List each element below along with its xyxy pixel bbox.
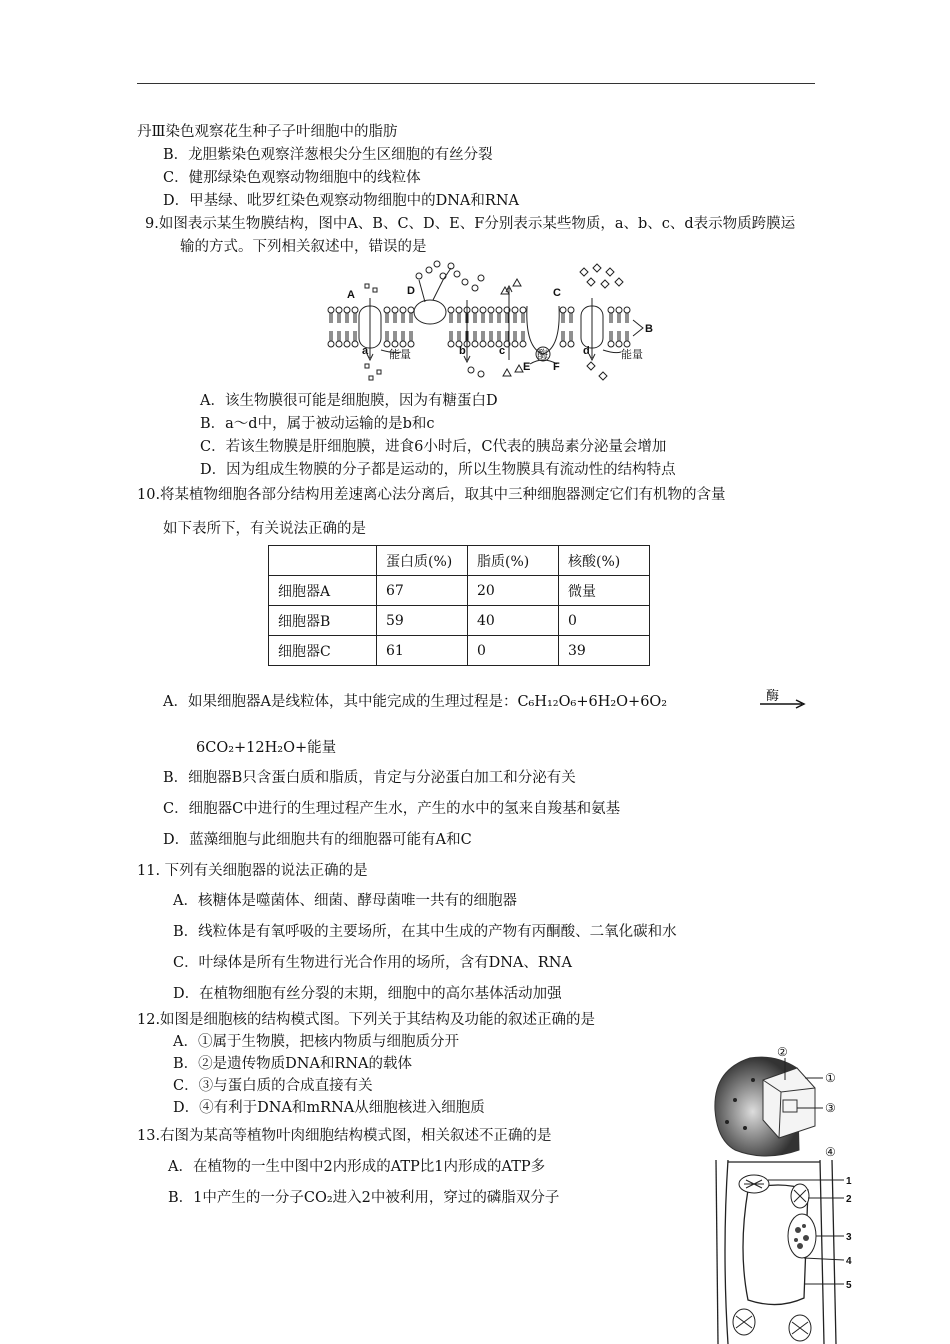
lipid-tail	[346, 331, 348, 341]
lipid-tail	[338, 331, 340, 341]
membrane-figure	[325, 258, 660, 386]
lipid-tail	[338, 313, 340, 323]
table-cell	[269, 546, 377, 576]
lipid-head	[624, 307, 630, 313]
lipid-head	[328, 341, 334, 347]
table-cell: 细胞器B	[269, 606, 377, 636]
lipid-head	[560, 341, 566, 347]
lipid-head	[448, 307, 454, 313]
q8-option-c: C．健那绿染色观察动物细胞中的线粒体	[163, 170, 421, 186]
table-row	[269, 576, 650, 606]
q9-option-d: D．因为组成生物膜的分子都是运动的，所以生物膜具有流动性的结构特点	[200, 462, 676, 478]
label-E: E	[523, 361, 531, 373]
label-energy-2: 能量	[621, 348, 643, 361]
table-cell: 59	[377, 606, 468, 636]
table-cell: 细胞器A	[269, 576, 377, 606]
q10-stem-2: 如下表所下，有关说法正确的是	[163, 521, 366, 537]
label-energy-1: 能量	[389, 348, 411, 361]
lipid-head	[328, 307, 334, 313]
label-2: ②	[777, 1045, 788, 1059]
lipid-tail	[562, 331, 564, 341]
lipid-tail	[458, 313, 460, 323]
q11-option-d: D．在植物细胞有丝分裂的末期，细胞中的高尔基体活动加强	[173, 986, 562, 1002]
q9-option-b: B．a～d中，属于被动运输的是b和c	[200, 416, 435, 432]
lipid-head	[336, 341, 342, 347]
lipid-tail	[410, 313, 412, 323]
lipid-head	[608, 341, 614, 347]
lipid-head	[520, 341, 526, 347]
lipid-head	[520, 307, 526, 313]
q11-option-a: A．核糖体是噬菌体、细菌、酵母菌唯一共有的细胞器	[173, 893, 517, 909]
table-cell: 61	[377, 636, 468, 666]
q12-option-c: C．③与蛋白质的合成直接有关	[173, 1078, 373, 1094]
lipid-tail	[498, 331, 500, 341]
label-B: B	[645, 323, 653, 335]
q12-option-d: D．④有利于DNA和mRNA从细胞核进入细胞质	[173, 1100, 485, 1116]
lipid-tail	[490, 331, 492, 341]
lipid-tail	[610, 313, 612, 323]
lipid-head	[408, 307, 414, 313]
table-cell: 核酸(%)	[559, 546, 650, 576]
header-rule	[137, 83, 815, 84]
lipid-head	[560, 307, 566, 313]
lipid-tail	[498, 313, 500, 323]
label-F: F	[553, 361, 560, 373]
lipid-head	[568, 307, 574, 313]
q12-option-b: B．②是遗传物质DNA和RNA的载体	[173, 1056, 413, 1072]
q9-option-c: C．若该生物膜是肝细胞膜，进食6小时后，C代表的胰岛素分泌量会增加	[200, 439, 667, 455]
lipid-tail	[626, 331, 628, 341]
glycoprotein-d	[414, 300, 446, 324]
lipid-head	[456, 307, 462, 313]
lipid-tail	[474, 313, 476, 323]
lipid-head	[448, 341, 454, 347]
lipid-head	[512, 341, 518, 347]
lipid-head	[344, 341, 350, 347]
label-D: D	[407, 285, 415, 297]
lipid-head	[480, 341, 486, 347]
sugar-chain	[419, 268, 451, 302]
q10-option-d: D．蓝藻细胞与此细胞共有的细胞器可能有A和C	[163, 832, 472, 848]
lipid-tail	[626, 313, 628, 323]
label-2: 2	[846, 1194, 852, 1205]
q9-option-a: A．该生物膜很可能是细胞膜，因为有糖蛋白D	[200, 393, 498, 409]
organelle-table	[268, 545, 650, 666]
lipid-tail	[562, 313, 564, 323]
label-4: ④	[825, 1145, 836, 1158]
lipid-tail	[354, 313, 356, 323]
lipid-head	[496, 307, 502, 313]
q13-option-a: A．在植物的一生中图中2内形成的ATP比1内形成的ATP多	[168, 1159, 546, 1175]
q10-option-c: C．细胞器C中进行的生理过程产生水，产生的水中的氢来自羧基和氨基	[163, 801, 621, 817]
lipid-head	[616, 307, 622, 313]
label-c: c	[499, 345, 506, 357]
table-cell: 细胞器C	[269, 636, 377, 666]
table-cell: 20	[468, 576, 559, 606]
lipid-tail	[514, 331, 516, 341]
lipid-tail	[506, 313, 508, 323]
table-cell: 微量	[559, 576, 650, 606]
q9-stem-1: 9.如图表示某生物膜结构，图中A、B、C、D、E、F分别表示某些物质，a、b、c、d表示物质跨膜运	[145, 216, 796, 232]
label-3: ③	[825, 1101, 836, 1115]
lipid-tail	[610, 331, 612, 341]
lipid-head	[512, 307, 518, 313]
lipid-head	[336, 307, 342, 313]
small-circles	[462, 275, 484, 377]
lipid-tail	[570, 331, 572, 341]
lipid-tail	[402, 313, 404, 323]
table-header-row	[269, 546, 650, 576]
label-A: A	[347, 289, 355, 301]
q12-stem: 12.如图是细胞核的结构模式图。下列关于其结构及功能的叙述正确的是	[137, 1012, 596, 1028]
lipid-head	[384, 307, 390, 313]
q8-option-d: D．甲基绿、吡罗红染色观察动物细胞中的DNA和RNA	[163, 193, 519, 209]
leaf-cell-figure	[708, 1160, 858, 1344]
label-d: d	[583, 345, 590, 357]
lipid-head	[400, 307, 406, 313]
diamonds	[580, 264, 623, 380]
lipid-tail	[514, 313, 516, 323]
label-5: 5	[846, 1280, 852, 1291]
enzyme-label: 酶	[766, 689, 780, 704]
table-cell: 40	[468, 606, 559, 636]
lipid-tail	[330, 331, 332, 341]
lipid-tail	[618, 313, 620, 323]
lipid-head	[408, 341, 414, 347]
lipid-tail	[450, 313, 452, 323]
q10-option-b: B．细胞器B只含蛋白质和脂质，肯定与分泌蛋白加工和分泌有关	[163, 770, 576, 786]
lipid-head	[392, 341, 398, 347]
lipid-tail	[474, 331, 476, 341]
lipid-head	[480, 307, 486, 313]
lipid-tail	[402, 331, 404, 341]
lipid-tail	[410, 331, 412, 341]
table-cell: 67	[377, 576, 468, 606]
label-3: 3	[846, 1232, 852, 1243]
triangles	[501, 279, 523, 376]
label-C: C	[553, 287, 561, 299]
lipid-tail	[450, 331, 452, 341]
table-row	[269, 606, 650, 636]
q12-option-a: A．①属于生物膜，把核内物质与细胞质分开	[173, 1034, 459, 1050]
table-cell: 脂质(%)	[468, 546, 559, 576]
q13-stem: 13.右图为某高等植物叶肉细胞结构模式图，相关叙述不正确的是	[137, 1128, 552, 1144]
lipid-tail	[570, 313, 572, 323]
q11-stem: 11. 下列有关细胞器的说法正确的是	[137, 863, 368, 879]
q11-option-b: B．线粒体是有氧呼吸的主要场所，在其中生成的产物有丙酮酸、二氧化碳和水	[173, 924, 677, 940]
table-cell: 蛋白质(%)	[377, 546, 468, 576]
table-cell: 0	[468, 636, 559, 666]
label-1: ①	[825, 1071, 836, 1085]
table-cell: 39	[559, 636, 650, 666]
lipid-bilayer	[328, 307, 630, 347]
lipid-tail	[394, 331, 396, 341]
q8-option-a-tail: 丹Ⅲ染色观察花生种子子叶细胞中的脂肪	[137, 124, 398, 140]
nucleus-figure	[705, 1040, 850, 1158]
lipid-head	[352, 307, 358, 313]
lipid-head	[400, 341, 406, 347]
small-squares	[365, 284, 381, 380]
lipid-head	[608, 307, 614, 313]
lipid-tail	[354, 331, 356, 341]
lipid-tail	[522, 313, 524, 323]
label-a: a	[362, 345, 369, 357]
table-cell: 0	[559, 606, 650, 636]
lipid-tail	[346, 313, 348, 323]
label-4: 4	[846, 1256, 852, 1267]
q9-stem-2: 输的方式。下列相关叙述中，错误的是	[180, 239, 427, 255]
lipid-tail	[394, 313, 396, 323]
lipid-tail	[386, 313, 388, 323]
lipid-tail	[490, 313, 492, 323]
q10-option-a-2: 6CO₂+12H₂O+能量	[196, 740, 337, 756]
lipid-head	[624, 341, 630, 347]
lipid-tail	[482, 313, 484, 323]
lipid-tail	[522, 331, 524, 341]
q13-option-b: B．1中产生的一分子CO₂进入2中被利用，穿过的磷脂双分子	[168, 1190, 560, 1206]
lipid-head	[384, 341, 390, 347]
table-row	[269, 636, 650, 666]
lipid-tail	[482, 331, 484, 341]
lipid-tail	[506, 331, 508, 341]
lipid-head	[472, 307, 478, 313]
lipid-head	[344, 307, 350, 313]
lipid-head	[472, 341, 478, 347]
lipid-tail	[458, 331, 460, 341]
label-b: b	[459, 345, 466, 357]
q10-stem-1: 10.将某植物细胞各部分结构用差速离心法分离后，取其中三种细胞器测定它们有机物的含量	[137, 487, 726, 503]
label-1: 1	[846, 1176, 852, 1187]
lipid-head	[568, 341, 574, 347]
q8-option-b: B．龙胆紫染色观察洋葱根尖分生区细胞的有丝分裂	[163, 147, 493, 163]
lipid-head	[488, 307, 494, 313]
q10-option-a-1: A．如果细胞器A是线粒体，其中能完成的生理过程是：C₆H₁₂O₆+6H₂O+6O₂	[163, 694, 668, 710]
enzyme-arrow	[760, 688, 806, 718]
lipid-tail	[330, 313, 332, 323]
lipid-head	[352, 341, 358, 347]
label-enzyme: 酶	[537, 348, 548, 361]
lipid-head	[392, 307, 398, 313]
lipid-tail	[618, 331, 620, 341]
lipid-head	[488, 341, 494, 347]
q11-option-c: C．叶绿体是所有生物进行光合作用的场所，含有DNA、RNA	[173, 955, 572, 971]
lipid-tail	[386, 331, 388, 341]
lipid-head	[616, 341, 622, 347]
